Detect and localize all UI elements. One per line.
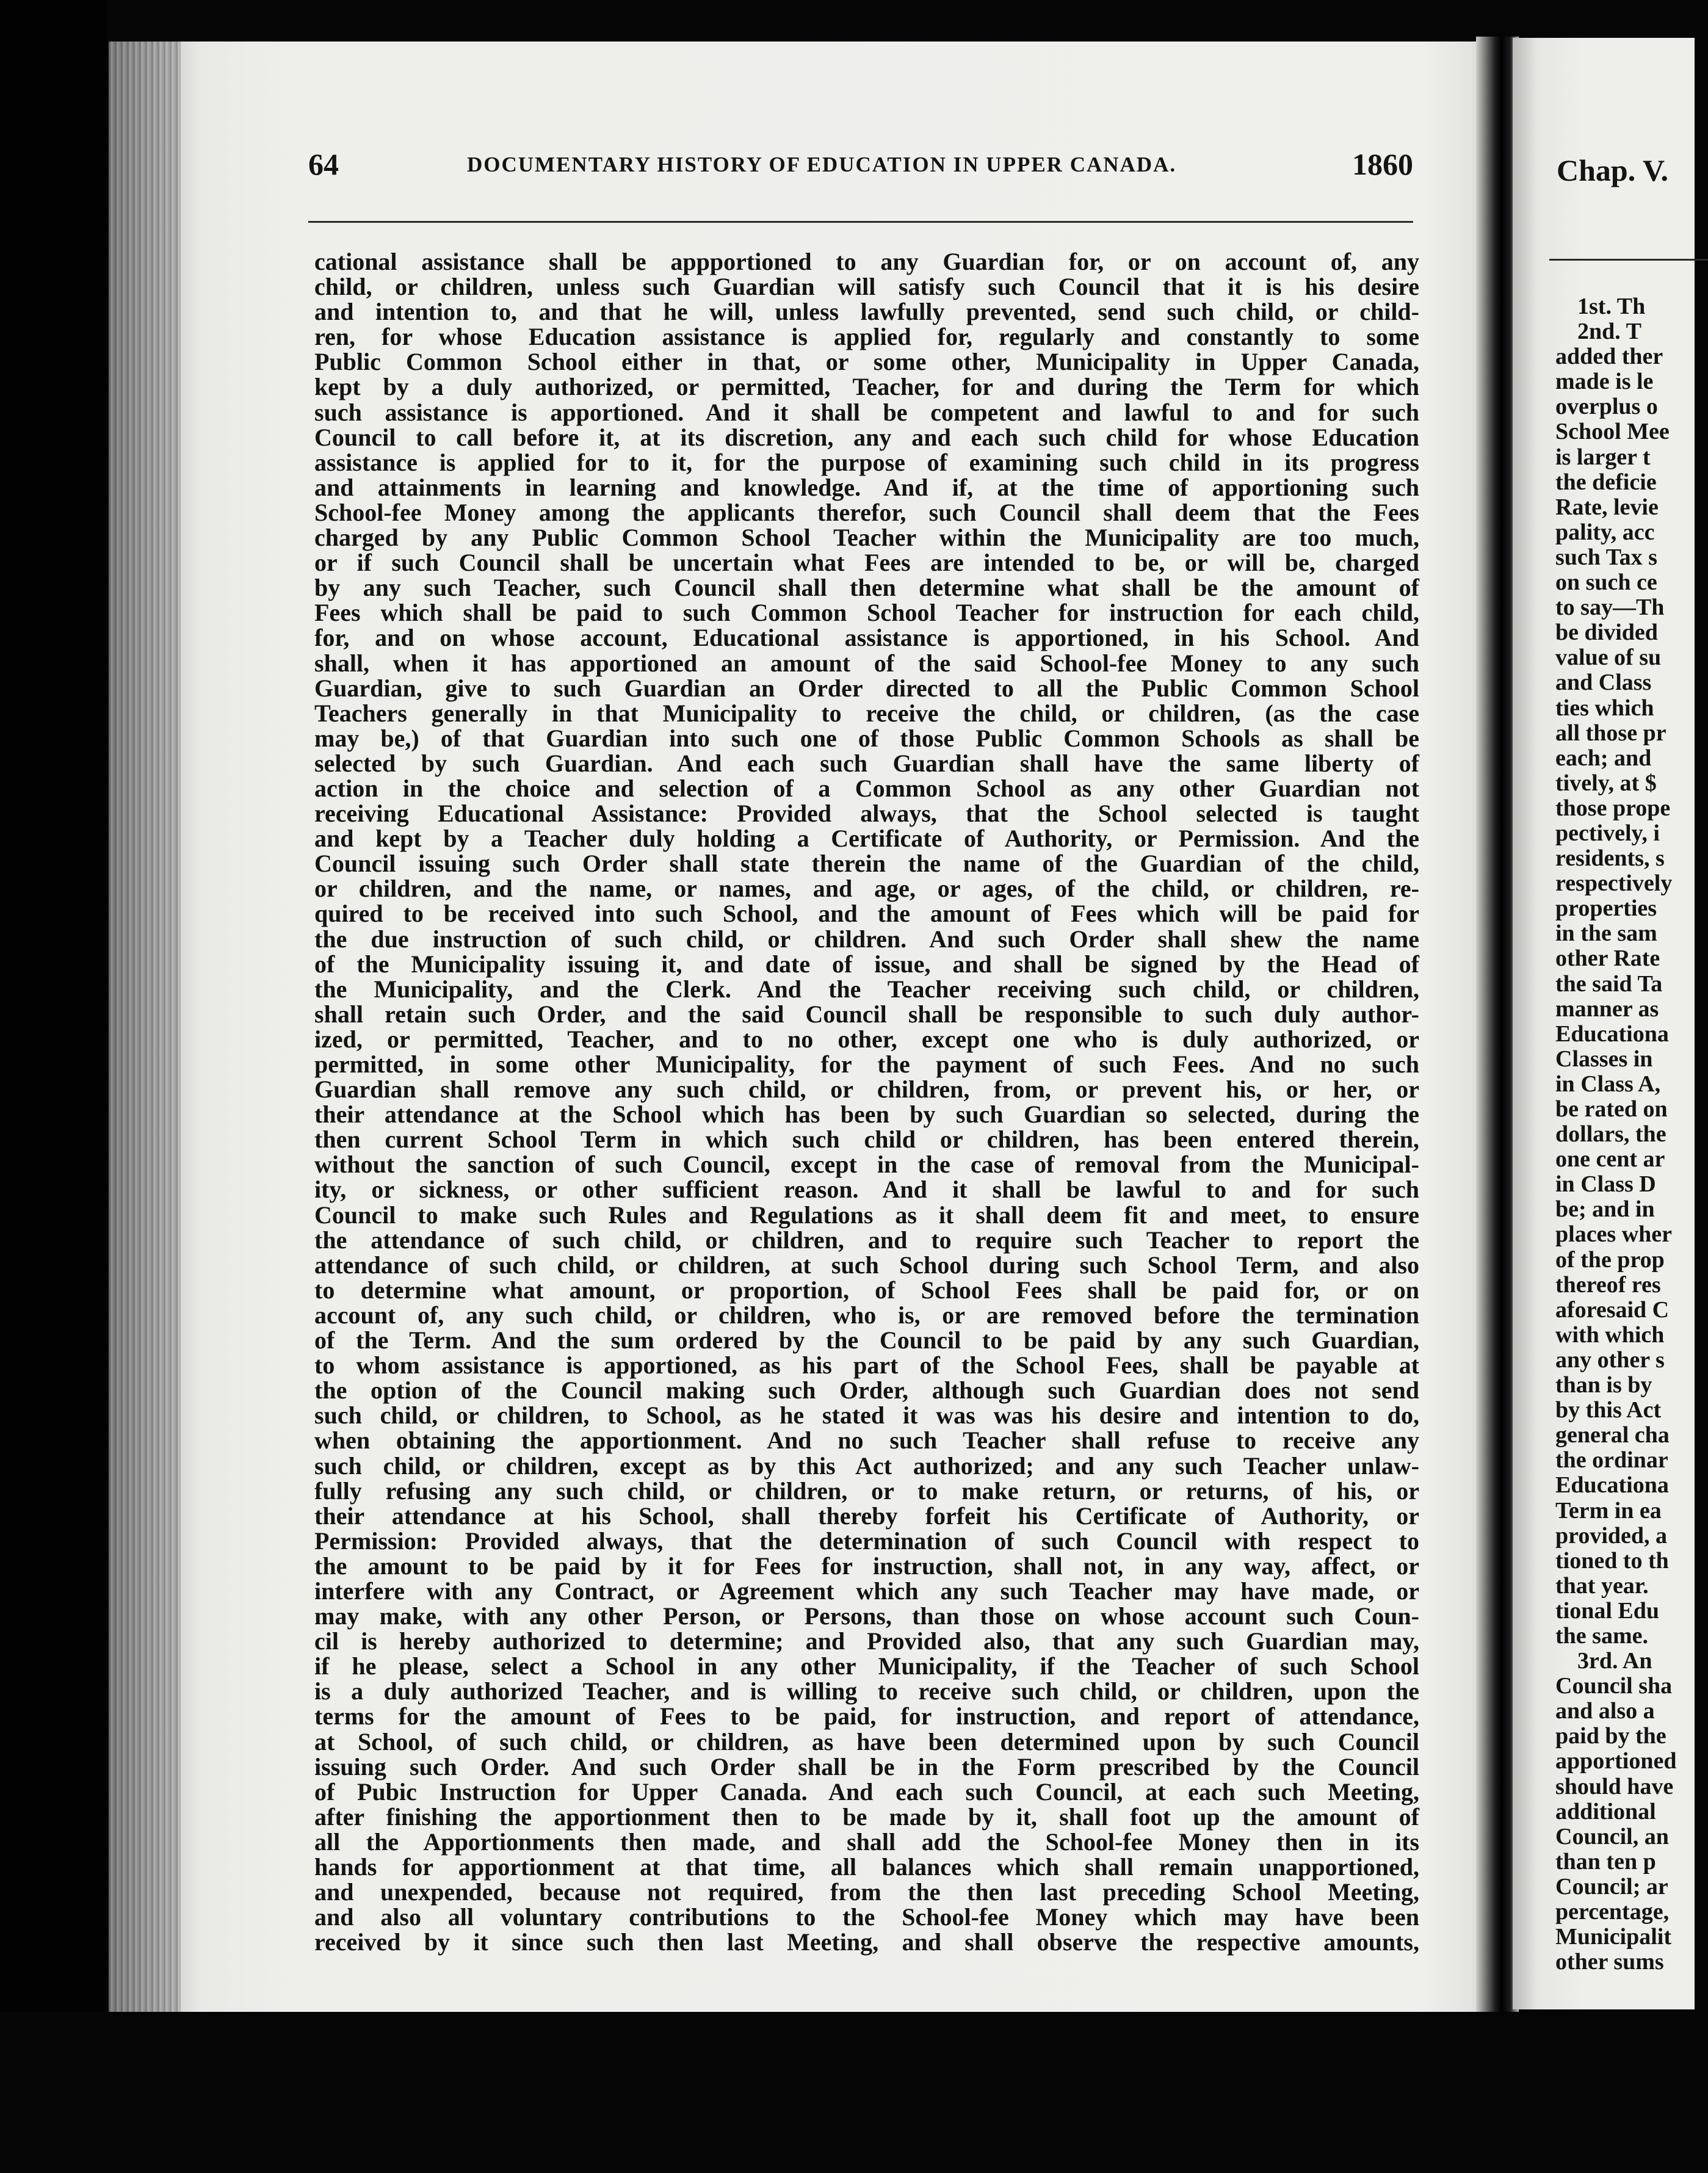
right-text-line: 3rd. An [1577,1648,1652,1674]
text-line: ity, or sickness, or other sufficient reason. And it shall be lawful to and for such [314,1176,1419,1204]
right-text-line: respectively [1555,870,1673,897]
text-line: issuing such Order. And such Order shall be in the Form prescribed by the Council [314,1752,1419,1781]
text-line: is a duly authorized Teacher, and is willing to receive such child, or children, upon the [314,1677,1419,1705]
right-text-line: that year. [1555,1572,1649,1599]
text-line: ized, or permitted, Teacher, and to no other, except one who is duly authorized, or [314,1025,1419,1053]
right-text-line: each; and [1555,745,1652,771]
right-text-line: any other s [1555,1347,1665,1373]
text-line: of the Term. And the sum ordered by the Council to be paid by any such Guardian, [314,1326,1419,1354]
right-header-rule [1549,259,1708,261]
text-line: or if such Council shall be uncertain what Fees are intended to be, or will be, charged [314,549,1419,577]
text-line: after finishing the apportionment then to be made by it, shall foot up the amount of [314,1802,1419,1831]
right-text-line: on such ce [1555,569,1657,596]
text-line: at School, of such child, or children, as have been determined upon by such Council [314,1727,1419,1755]
right-text-line: such Tax s [1555,544,1657,570]
right-text-line: overplus o [1555,394,1658,420]
right-text-line: manner as [1555,996,1659,1022]
right-text-line: tively, at $ [1555,770,1657,796]
right-text-line: those prope [1555,795,1671,821]
text-line: and also all voluntary contributions to the School-fee Money which may have been [314,1903,1419,1931]
text-line: such assistance is apportioned. And it shall be competent and lawful to and for such [314,398,1419,426]
right-text-line: apportioned [1555,1748,1677,1774]
right-text-line: Rate, levie [1555,494,1659,520]
text-line: may be,) of that Guardian into such one of those Public Common Schools as shall be [314,724,1419,752]
right-text-line: ties which [1555,695,1654,721]
right-text-line: added ther [1555,344,1663,370]
right-text-line: the ordinar [1555,1447,1668,1473]
right-text-line: dollars, the [1555,1121,1666,1148]
right-text-line: pectively, i [1555,820,1660,846]
text-line: selected by such Guardian. And each such Guardian shall have the same liberty of [314,749,1419,777]
text-line: Council issuing such Order shall state therein the name of the Guardian of the child, [314,850,1419,878]
right-text-line: Educationa [1555,1472,1669,1499]
right-text-line: in Class A, [1555,1071,1661,1097]
right-text-line: and also a [1555,1698,1655,1724]
scan-border-left [0,0,107,2173]
text-line: interfere with any Contract, or Agreement which any such Teacher may have made, or [314,1577,1419,1605]
right-text-line: pality, acc [1555,519,1655,545]
right-text-line: tional Edu [1555,1597,1660,1624]
text-line: their attendance at the School which has been by such Guardian so selected, during the [314,1101,1419,1129]
right-text-line: aforesaid C [1555,1296,1670,1323]
text-line: when obtaining the apportionment. And no such Teacher shall refuse to receive any [314,1426,1419,1455]
text-line: shall retain such Order, and the said Council shall be responsible to such duly author- [314,1000,1419,1028]
right-text-line: by this Act [1555,1397,1662,1423]
text-line: Teachers generally in that Municipality to receive the child, or children, (as the case [314,699,1419,727]
right-text-line: is larger t [1555,444,1651,470]
page-number: 64 [308,147,339,181]
text-line: attendance of such child, or children, at such School during such School Term, and also [314,1251,1419,1279]
right-text-line: the said Ta [1555,971,1663,997]
text-line: School-fee Money among the applicants therefor, such Council shall deem that the Fees [314,498,1419,526]
right-text-line: be; and in [1555,1196,1655,1223]
right-text-line: Council, an [1555,1823,1669,1849]
text-line: of Pubic Instruction for Upper Canada. And each such Council, at each such Meeting, [314,1777,1419,1806]
text-line: kept by a duly authorized, or permitted, Teacher, for and during the Term for which [314,373,1419,401]
text-line: Council to make such Rules and Regulations as it shall deem fit and meet, to ensure [314,1201,1419,1229]
text-line: the due instruction of such child, or children. And such Order shall shew the name [314,925,1419,953]
text-line: such child, or children, to School, as he stated it was was his desire and intention to do, [314,1401,1419,1430]
right-text-line: be divided [1555,620,1658,646]
header-year: 1860 [1352,147,1413,181]
text-line: Council to call before it, at its discretion, any and each such child for whose Education [314,423,1419,451]
text-line: the attendance of such child, or children, and to require such Teacher to report the [314,1226,1419,1254]
right-text-line: Council sha [1555,1673,1673,1699]
page-edge-stack [109,42,181,2012]
right-text-line: should have [1555,1773,1674,1799]
right-text-line: Term in ea [1555,1497,1662,1524]
text-line: or children, and the name, or names, and age, or ages, of the child, or children, re- [314,875,1419,903]
right-text-line: provided, a [1555,1522,1668,1549]
text-line: if he please, select a School in any other Municipality, if the Teacher of such School [314,1652,1419,1680]
text-line: terms for the amount of Fees to be paid, for instruction, and report of attendance, [314,1702,1419,1730]
text-line: and attainments in learning and knowledge. And if, at the time of apportioning such [314,473,1419,501]
text-line: cil is hereby authorized to determine; and Provided also, that any such Guardian may, [314,1627,1419,1655]
right-text-line: places wher [1555,1221,1673,1248]
right-text-line: value of su [1555,645,1662,671]
text-line: permitted, in some other Municipality, for the payment of such Fees. And no such [314,1050,1419,1078]
right-text-line: general cha [1555,1422,1670,1448]
right-text-line: 2nd. T [1577,319,1641,345]
scan-border-bottom [0,2012,1695,2173]
text-line: and kept by a Teacher duly holding a Certificate of Authority, or Permission. And the [314,825,1419,853]
text-line: assistance is applied for to it, for the purpose of examining such child in its progress [314,448,1419,476]
text-line: shall, when it has apportioned an amount of the said School-fee Money to any such [314,649,1419,677]
right-text-line: Council; ar [1555,1873,1668,1900]
text-line: received by it since such then last Meeting, and shall observe the respective amounts, [314,1928,1419,1956]
right-text-line: thereof res [1555,1271,1661,1298]
text-line: fully refusing any such child, or children, or to make return, or returns, of his, or [314,1477,1419,1505]
text-line: hands for apportionment at that time, all balances which shall remain unapportioned, [314,1853,1419,1881]
right-page [1513,38,1695,2009]
text-line: quired to be received into such School, and the amount of Fees which will be paid for [314,900,1419,928]
text-line: and intention to, and that he will, unless lawfully prevented, send such child, or child- [314,298,1419,326]
text-line: action in the choice and selection of a Common School as any other Guardian not [314,774,1419,802]
text-line: account of, any such child, or children, who is, or are removed before the termination [314,1301,1419,1329]
text-line: of the Municipality issuing it, and date of issue, and shall be signed by the Head of [314,950,1419,978]
text-line: the Municipality, and the Clerk. And the Teacher receiving such child, or children, [314,975,1419,1003]
text-line: and unexpended, because not required, from the then last preceding School Meeting, [314,1878,1419,1906]
right-text-line: Classes in [1555,1046,1653,1072]
right-text-line: paid by the [1555,1723,1666,1749]
right-text-line: the same. [1555,1622,1648,1649]
right-text-line: made is le [1555,369,1654,395]
text-line: such child, or children, except as by this Act authorized; and any such Teacher unlaw- [314,1452,1419,1480]
right-text-line: School Mee [1555,419,1670,445]
right-text-line: other sums [1555,1949,1664,1975]
right-text-line: of the prop [1555,1246,1665,1273]
text-line: child, or children, unless such Guardian will satisfy such Council that it is his desire [314,273,1419,301]
text-line: Guardian, give to such Guardian an Order directed to all the Public Common School [314,674,1419,702]
text-line: Public Common School either in that, or some other, Municipality in Upper Canada, [314,348,1419,376]
right-text-line: Educationa [1555,1021,1669,1047]
right-text-line: other Rate [1555,945,1660,972]
right-text-line: the deficie [1555,469,1657,495]
right-text-line: properties [1555,895,1657,922]
text-line: all the Apportionments then made, and shall add the School-fee Money then in its [314,1828,1419,1856]
right-text-line: one cent ar [1555,1146,1665,1173]
right-text-line: be rated on [1555,1096,1668,1122]
text-line: their attendance at his School, shall thereby forfeit his Certificate of Authority, or [314,1502,1419,1530]
text-line: without the sanction of such Council, except in the case of removal from the Municipal- [314,1151,1419,1179]
right-text-line: in the sam [1555,920,1657,947]
text-line: the option of the Council making such Order, although such Guardian does not send [314,1376,1419,1405]
header-rule [308,221,1413,223]
right-text-line: with which [1555,1322,1665,1348]
right-text-line: all those pr [1555,720,1666,746]
text-line: the amount to be paid by it for Fees for instruction, shall not, in any way, affect, or [314,1552,1419,1580]
text-line: cational assistance shall be appportioned to any Guardian for, or on account of, any [314,248,1419,275]
text-line: then current School Term in which such child or children, has been entered therein, [314,1126,1419,1154]
text-line: by any such Teacher, such Council shall then determine what shall be the amount of [314,574,1419,602]
text-line: may make, with any other Person, or Persons, than those on whose account such Coun- [314,1602,1419,1630]
text-line: to determine what amount, or proportion, of School Fees shall be paid for, or on [314,1276,1419,1304]
right-text-line: 1st. Th [1577,294,1646,319]
running-header [308,146,1413,195]
text-line: Permission: Provided always, that the determination of such Council with respect to [314,1527,1419,1555]
right-text-line: additional [1555,1798,1656,1824]
right-text-line: than ten p [1555,1848,1656,1875]
right-text-line: in Class D [1555,1171,1656,1198]
right-text-line: residents, s [1555,845,1665,872]
text-line: ren, for whose Education assistance is applied for, regularly and constantly to some [314,323,1419,351]
text-line: for, and on whose account, Educational assistance is apportioned, in his School. And [314,624,1419,652]
right-page-header: Chap. V. [1557,153,1668,187]
text-line: Guardian shall remove any such child, or children, from, or prevent his, or her, or [314,1076,1419,1104]
right-text-line: than is by [1555,1372,1652,1398]
body-text [314,249,1419,1954]
right-text-line: Municipalit [1555,1924,1672,1950]
text-line: charged by any Public Common School Teacher within the Municipality are too much, [314,524,1419,552]
right-page-text [1555,294,1702,1975]
text-line: receiving Educational Assistance: Provided always, that the School selected is taught [314,800,1419,828]
right-text-line: tioned to th [1555,1547,1669,1574]
text-line: Fees which shall be paid to such Common School Teacher for instruction for each child, [314,599,1419,627]
right-text-line: percentage, [1555,1899,1670,1925]
right-text-line: and Class [1555,670,1652,696]
text-line: to whom assistance is apportioned, as his part of the School Fees, shall be payable at [314,1351,1419,1379]
right-text-line: to say—Th [1555,595,1665,621]
running-title: DOCUMENTARY HISTORY OF EDUCATION IN UPPER CANADA. [467,153,1177,176]
